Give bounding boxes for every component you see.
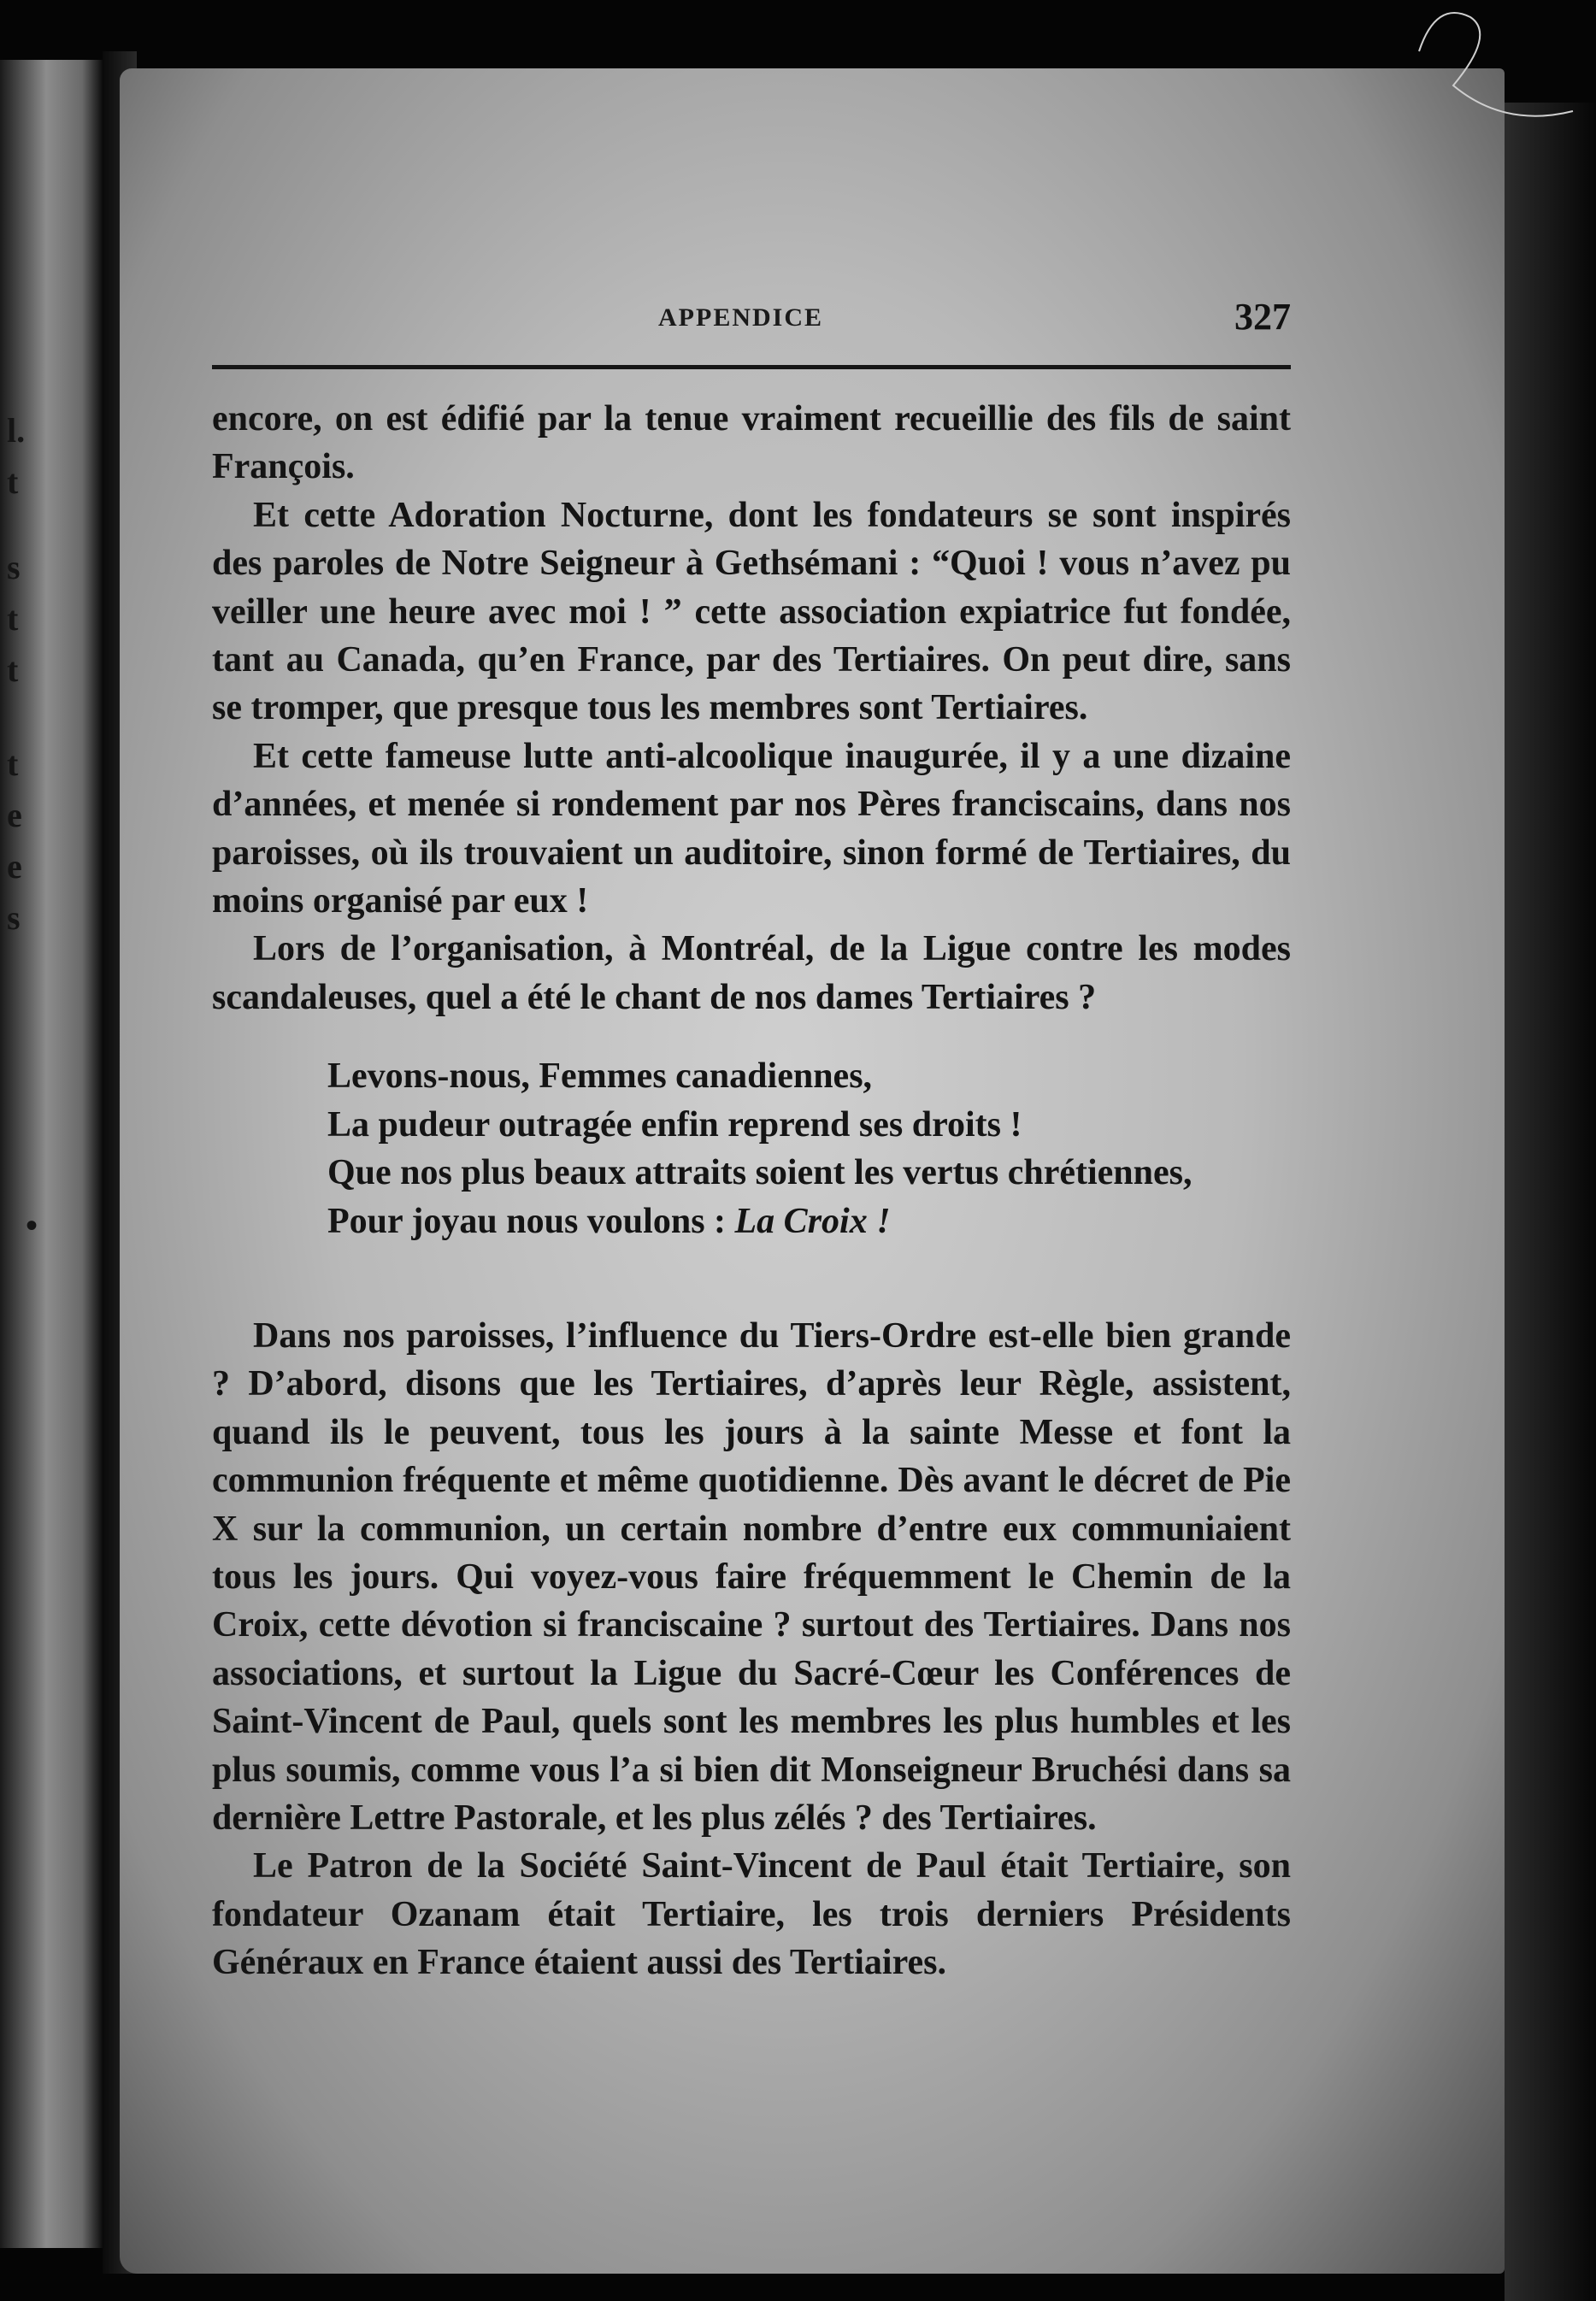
page-number: 327 bbox=[1234, 296, 1291, 338]
paragraph: Dans nos paroisses, l’influence du Tiers-Ordre est-elle bien grande ? D’abord, disons que les Tertiaires, d’après leur Règle, assistent, quand ils le peuvent, tous les jours à la sainte Messe et font la communion fréquente et même quotidienne. Dès avant le décret de Pie X sur la communion, un certain nombre d’entre eux communiaient tous les jours. Qui voyez-vous faire fréquemment le Chemin de la Croix, cette dévotion si franciscaine ? surtout des Tertiaires. Dans nos associations, et surtout la Ligue du Sacré-Cœur les Conférences de Saint-Vincent de Paul, quels sont les membres les plus humbles et les plus soumis, comme vous l’a si bien dit Monseigneur Bruchési dans sa dernière Lettre Pastorale, et les plus zélés ? des Tertiaires. bbox=[212, 1315, 1291, 1838]
left-page-fragment: t bbox=[7, 744, 19, 783]
left-page-fragment: t bbox=[7, 599, 19, 638]
verse-block bbox=[327, 1052, 1291, 1245]
header-rule bbox=[212, 365, 1291, 369]
verse-line: Levons-nous, Femmes canadiennes, bbox=[327, 1056, 873, 1097]
left-page-fragment: t bbox=[7, 650, 19, 689]
left-page-fragment: t bbox=[7, 462, 19, 501]
left-page-fragment: s bbox=[7, 548, 21, 586]
paragraph: Et cette fameuse lutte anti-alcoolique inaugurée, il y a une dizaine d’années, et menée si rondement par nos Pères franciscains, dans nos paroisses, où ils trouvaient un auditoire, sinon formé de Tertiaires, du moins organisé par eux ! bbox=[212, 736, 1291, 921]
verse-line: La pudeur outragée enfin reprend ses droits ! bbox=[327, 1104, 1022, 1145]
verse-line-last bbox=[327, 1198, 1291, 1245]
paragraph: Et cette Adoration Nocturne, dont les fondateurs se sont inspirés des paroles de Notre Seigneur à Gethsémani : “Quoi ! vous n’avez pu veiller une heure avec moi ! ” cette association expiatrice fut fondée, tant au Canada, qu’en France, par des Tertiaires. On peut dire, sans se tromper, que presque tous les membres sont Tertiaires. bbox=[212, 495, 1291, 728]
left-page-fragment: e bbox=[7, 847, 22, 886]
body-text bbox=[212, 395, 1291, 1987]
left-page-fragment: • bbox=[26, 1206, 38, 1245]
running-head: APPENDICE bbox=[658, 303, 824, 332]
paragraph: encore, on est édifié par la tenue vraiment recueillie des fils de saint François. bbox=[212, 399, 1291, 487]
verse-line-text: Pour joyau nous voulons : bbox=[327, 1201, 735, 1241]
corner-scratch bbox=[1402, 0, 1590, 145]
page-header bbox=[214, 295, 1291, 346]
left-page-edge bbox=[0, 60, 103, 2248]
paragraph: Lors de l’organisation, à Montréal, de la Ligue contre les modes scandaleuses, quel a été le chant de nos dames Tertiaires ? bbox=[212, 929, 1291, 1017]
verse-line-italic: La Croix ! bbox=[734, 1201, 891, 1241]
left-page-fragment: l. bbox=[7, 411, 26, 450]
verse-line: Que nos plus beaux attraits soient les vertus chrétiennes, bbox=[327, 1153, 1193, 1193]
left-page-fragment: s bbox=[7, 898, 21, 937]
right-page-edge bbox=[1505, 103, 1596, 2301]
paragraph: Le Patron de la Société Saint-Vincent de Paul était Tertiaire, son fondateur Ozanam était Tertiaire, les trois derniers Présidents Généraux en France étaient aussi des Tertiaires. bbox=[212, 1846, 1291, 1983]
left-page-fragment: e bbox=[7, 796, 22, 834]
